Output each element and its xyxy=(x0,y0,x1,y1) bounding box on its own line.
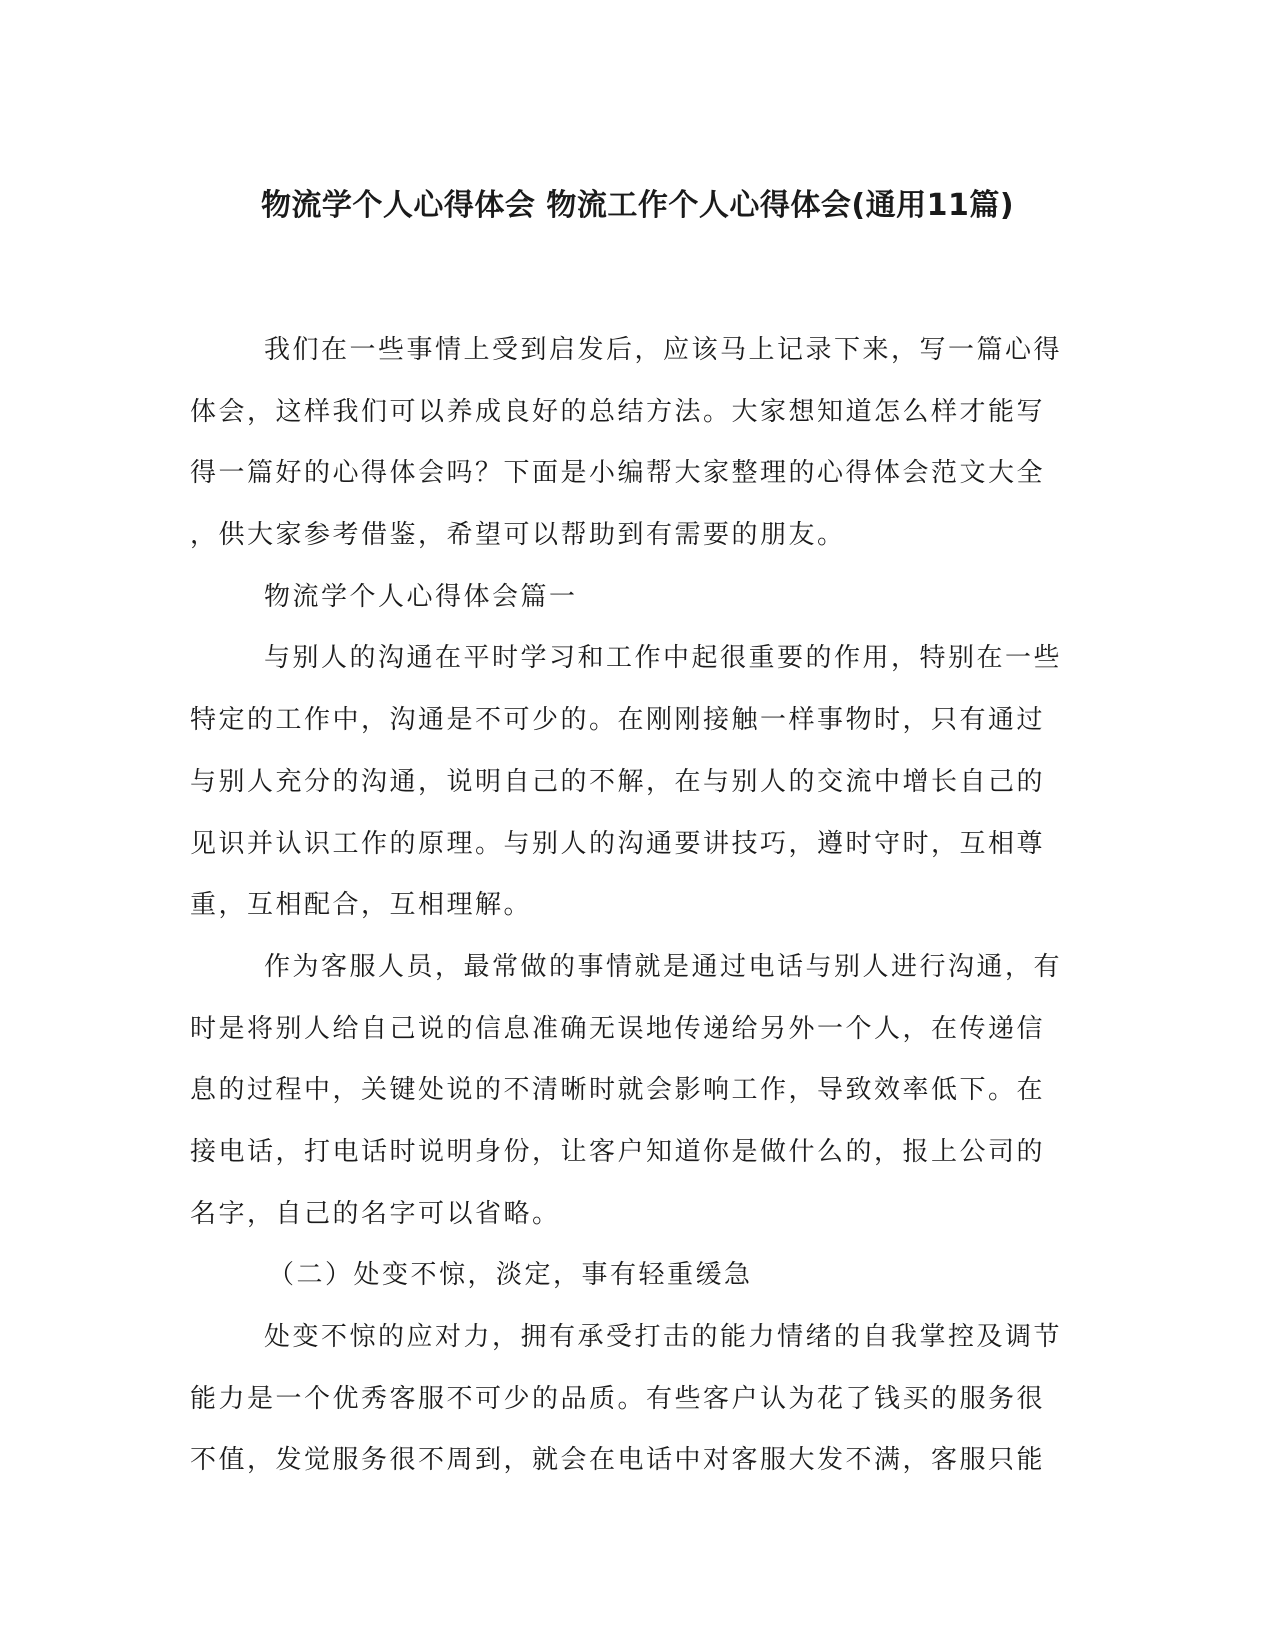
paragraph-1-line-2: 特定的工作中，沟通是不可少的。在刚刚接触一样事物时，只有通过 xyxy=(190,705,1046,736)
paragraph-2-line-3: 息的过程中，关键处说的不清晰时就会影响工作，导致效率低下。在 xyxy=(190,1075,1046,1106)
paragraph-1-line-5: 重，互相配合，互相理解。 xyxy=(190,890,533,921)
paragraph-2-line-2: 时是将别人给自己说的信息准确无误地传递给另外一个人，在传递信 xyxy=(190,1013,1046,1044)
paragraph-1-line-3: 与别人充分的沟通，说明自己的不解，在与别人的交流中增长自己的 xyxy=(190,766,1046,797)
paragraph-2-line-1: 作为客服人员，最常做的事情就是通过电话与别人进行沟通，有 xyxy=(264,951,1063,982)
subheading-two: （二）处变不惊，淡定，事有轻重缓急 xyxy=(268,1260,753,1291)
intro-line-1: 我们在一些事情上受到启发后，应该马上记录下来，写一篇心得 xyxy=(264,335,1063,365)
document-title: 物流学个人心得体会 物流工作个人心得体会(通用11篇) xyxy=(260,188,1015,223)
document-body xyxy=(190,320,1080,1492)
paragraph-3-line-1: 处变不惊的应对力，拥有承受打击的能力情绪的自我掌控及调节 xyxy=(264,1322,1063,1352)
section-heading-part-one: 物流学个人心得体会篇一 xyxy=(264,581,578,612)
paragraph-1-line-1: 与别人的沟通在平时学习和工作中起很重要的作用，特别在一些 xyxy=(264,643,1063,674)
paragraph-2-line-5: 名字，自己的名字可以省略。 xyxy=(190,1198,561,1229)
intro-line-3: 得一篇好的心得体会吗？下面是小编帮大家整理的心得体会范文大全 xyxy=(190,458,1046,489)
intro-line-2: 体会，这样我们可以养成良好的总结方法。大家想知道怎么样才能写 xyxy=(190,396,1046,427)
paragraph-3-line-3: 不值，发觉服务很不周到，就会在电话中对客服大发不满，客服只能 xyxy=(190,1445,1046,1476)
paragraph-1-line-4: 见识并认识工作的原理。与别人的沟通要讲技巧，遵时守时，互相尊 xyxy=(190,828,1046,859)
intro-line-4: ，供大家参考借鉴，希望可以帮助到有需要的朋友。 xyxy=(190,520,846,551)
paragraph-2-line-4: 接电话，打电话时说明身份，让客户知道你是做什么的，报上公司的 xyxy=(190,1136,1046,1167)
paragraph-3-line-2: 能力是一个优秀客服不可少的品质。有些客户认为花了钱买的服务很 xyxy=(190,1383,1046,1414)
